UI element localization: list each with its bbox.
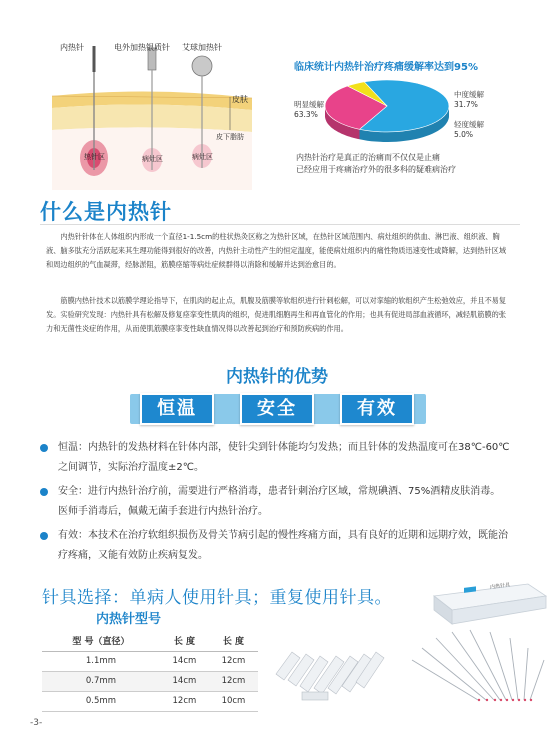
pie-label-obvious-pct: 63.3% <box>294 110 318 119</box>
heading-divider <box>40 224 520 225</box>
label-needle-3: 艾球加热针 <box>182 43 222 52</box>
intro-paragraph-1: 内热针针体在人体组织内形成一个直径1-1.5cm的柱状热灸区称之为热针区域，在热针区域范围内、病灶组织的供血、淋巴液、组织液、胸液、脑多肽充分活跃起来其生理功能得到很好的改善，内热针主动性产生的恒定温度，能使病灶组织内的痛性物质迅速变性或降解，达到热针区域和周边组织的气血凝滞，经脉淤阻，筋膜痉缩等病灶症候群得以消除和缓解并达到治愈目的。 <box>46 232 507 269</box>
label-subcutaneous: 皮下脂肪 <box>216 133 244 141</box>
bullet-dot-icon <box>40 444 48 452</box>
label-lesion-zone-3: 病灶区 <box>192 153 213 161</box>
list-item <box>40 482 510 522</box>
bullet-text-constant-temp: 恒温：内热针的发热材料在针体内部，使针尖到针体能均匀发热；而且针体的发热温度可在38℃-60℃之间调节，实际治疗温度±2℃。 <box>58 442 510 473</box>
section-heading-what-is: 什么是内热针 <box>40 200 172 224</box>
table-header-row <box>42 630 258 651</box>
label-needle-2: 电外加热银质针 <box>114 43 170 52</box>
needle-anatomy-diagram <box>52 42 252 190</box>
needle-box-image <box>430 582 548 626</box>
pie-label-light-name: 轻度缓解 <box>454 120 484 129</box>
cell-model: 0.7mm <box>42 671 160 691</box>
bullet-dot-icon <box>40 532 48 540</box>
label-needle-1: 内热针 <box>60 43 84 52</box>
pie-label-mid-name: 中度缓解 <box>454 90 484 99</box>
pie-note-line-2: 已经应用于疼痛治疗外的很多科的疑难病治疗 <box>296 165 456 174</box>
cell-length-1: 12cm <box>160 691 209 711</box>
tag-safe: 安全 <box>240 393 314 425</box>
col-header-length-1: 长 度 <box>160 630 209 651</box>
anatomy-illustration <box>52 42 252 190</box>
pie-label-mid-pct: 31.7% <box>454 100 478 109</box>
table-row <box>42 671 258 691</box>
cell-model: 1.1mm <box>42 651 160 671</box>
cell-length-2: 12cm <box>209 671 258 691</box>
table-row <box>42 651 258 671</box>
pie-label-light-pct: 5.0% <box>454 130 474 139</box>
tag-constant-temp: 恒温 <box>140 393 214 425</box>
advantages-title: 内热针的优势 <box>226 367 328 387</box>
top-illustrations <box>0 0 554 190</box>
pie-label-light <box>454 120 484 140</box>
cell-length-1: 14cm <box>160 671 209 691</box>
needle-packs-image <box>270 630 388 704</box>
reusable-needles-image <box>408 626 548 706</box>
label-heat-zone: 热针区 <box>84 153 105 161</box>
cell-length-2: 10cm <box>209 691 258 711</box>
model-table-title: 内热针型号 <box>96 612 162 627</box>
table-row <box>42 691 258 711</box>
cell-length-2: 12cm <box>209 651 258 671</box>
bullet-text-effective: 有效：本技术在治疗软组织损伤及骨关节病引起的慢性疼痛方面，具有良好的近期和远期疗效，既能治疗疼痛，又能有效防止疾病复发。 <box>58 530 508 561</box>
col-header-length-2: 长 度 <box>209 630 258 651</box>
needle-box-label: 内热针具 <box>490 582 510 591</box>
pie-label-obvious <box>294 100 324 120</box>
bullet-text-safe: 安全：进行内热针治疗前，需要进行严格消毒，患者针刺治疗区域，常规碘酒、75%酒精皮肤消毒。医师手消毒后，佩戴无菌手套进行内热针治疗。 <box>58 486 501 517</box>
label-skin: 皮肤 <box>232 95 248 104</box>
needle-model-table <box>42 630 258 712</box>
list-item <box>40 438 510 478</box>
label-lesion-zone-2: 病灶区 <box>142 155 163 163</box>
cell-model: 0.5mm <box>42 691 160 711</box>
col-header-model: 型 号（直径） <box>42 630 160 651</box>
page-number: -3- <box>30 718 43 728</box>
needle-selection-heading: 针具选择：单病人使用针具；重复使用针具。 <box>42 588 392 608</box>
pie-label-mid <box>454 90 484 110</box>
intro-paragraph-2: 筋膜内热针技术以筋膜学理论指导下，在肌肉的起止点，肌腹及筋膜等软组织进行针刺松解，可以对挛缩的软组织产生松弛效应，并且不易复发。实验研究发现：内热针具有松解及修复痉挛变性肌肉的组织，促进肌细胞再生和再血管化的作用；也具有促进局部血液循环，减轻肌筋膜的张力和无菌性炎症的作用，从而使肌筋膜痉挛变性缺血情况得以改善起到治疗和预防疾病的作用。 <box>46 296 507 333</box>
moxa-ball <box>192 56 212 76</box>
list-item <box>40 526 510 566</box>
pie-note <box>296 152 456 176</box>
bullet-dot-icon <box>40 488 48 496</box>
pie-chart-title: 临床统计内热针治疗疼痛缓解率达到95% <box>294 62 478 73</box>
tag-effective: 有效 <box>340 393 414 425</box>
pie-note-line-1: 内热针治疗是真正的治痛而不仅仅是止痛 <box>296 153 440 162</box>
cell-length-1: 14cm <box>160 651 209 671</box>
pie-label-obvious-name: 明显缓解 <box>294 100 324 109</box>
advantages-list <box>40 438 510 570</box>
